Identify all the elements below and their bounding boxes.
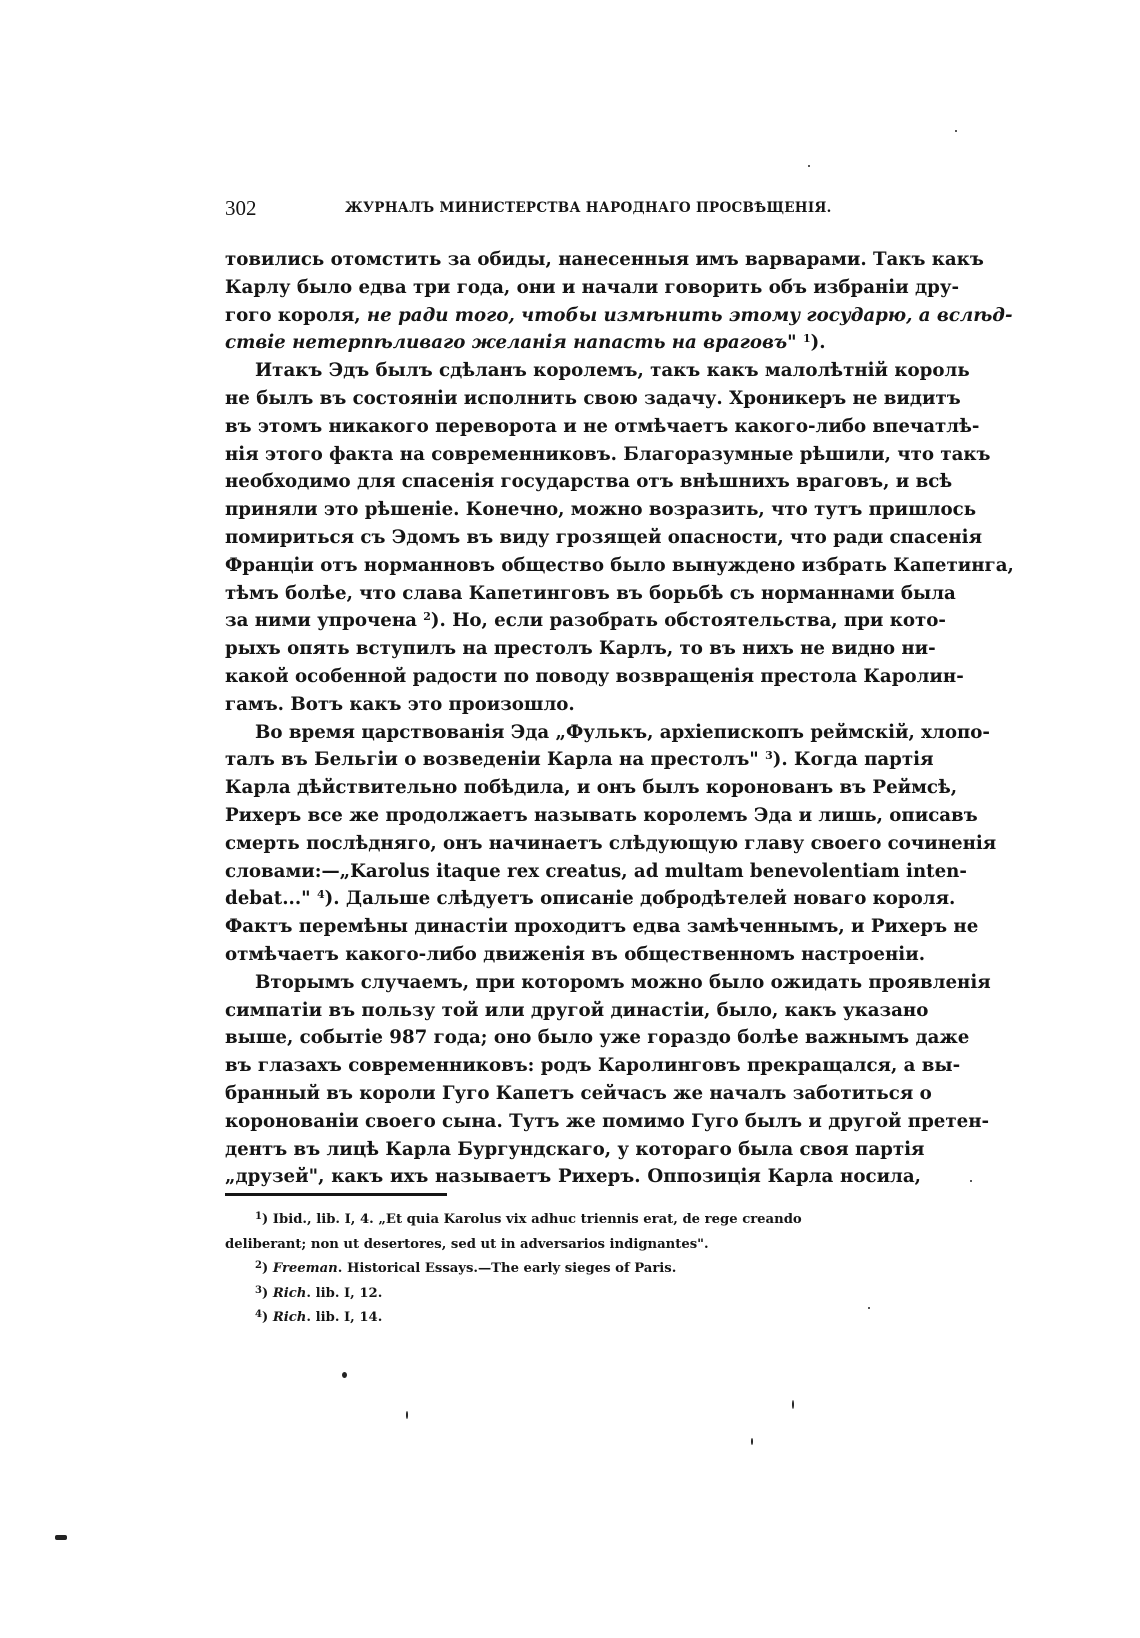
text-line: симпатіи въ пользу той или другой династіи, было, какъ указано <box>225 999 929 1021</box>
text-line: въ глазахъ современниковъ: родъ Каролинговъ прекращался, а вы- <box>225 1055 961 1077</box>
text-line: смерть послѣдняго, онъ начинаетъ слѣдующую главу своего сочиненія <box>225 832 997 854</box>
footnote-author: Freeman <box>272 1261 338 1276</box>
footnote-ref-4[interactable]: 4 <box>317 888 325 902</box>
footnote-1-continued: deliberant; non ut desertores, sed ut in adversarios indignantes". <box>225 1236 709 1252</box>
scan-speck <box>808 165 810 167</box>
text-line <box>225 885 956 913</box>
text-line: Во время царствованія Эда „Фулькъ, архіепископъ реймскій, хлопо- <box>255 721 990 743</box>
running-title: ЖУРНАЛЪ МИНИСТЕРСТВА НАРОДНАГО ПРОСВѢЩЕНІЯ. <box>345 200 832 216</box>
text-run: талъ въ Бельгіи о возведеніи Карла на престолъ" <box>225 749 766 771</box>
text-line: коронованіи своего сына. Тутъ же помимо Гуго былъ и другой претен- <box>225 1110 990 1132</box>
footnote-mark: 4 <box>255 1309 262 1320</box>
page-number: 302 <box>225 196 257 220</box>
text-line: помириться съ Эдомъ въ виду грозящей опасности, что ради спасенія <box>225 526 983 548</box>
text-line: Рихеръ все же продолжаетъ называть королемъ Эда и лишь, описавъ <box>225 804 978 826</box>
text-line: Карла дѣйствительно побѣдила, и онъ былъ коронованъ въ Реймсѣ, <box>225 777 958 799</box>
footnote-4: $^4$) Rich. lib. I, 14. <box>255 1309 383 1325</box>
footnote-text: ) Ibid., lib. I, 4. „Et quia Karolus vix adhuc triennis erat, de rege creando <box>261 1212 802 1227</box>
footnote-mark: 3 <box>255 1284 262 1296</box>
text-line <box>225 302 1013 330</box>
paragraph-2 <box>225 357 1014 718</box>
scan-speck <box>955 130 957 132</box>
scan-speck <box>970 1180 972 1182</box>
footnote-text: . Historical Essays.—The early sieges of Paris. <box>337 1261 677 1276</box>
text-line <box>225 607 946 635</box>
text-line: нія этого факта на современниковъ. Благоразумные рѣшили, что такъ <box>225 443 991 465</box>
footnote-author: Rich <box>272 1285 307 1301</box>
text-line: Итакъ Эдъ былъ сдѣланъ королемъ, такъ какъ малолѣтній король <box>255 360 970 382</box>
footnote-ref-1[interactable]: 1 <box>802 332 811 346</box>
text-line: гамъ. Вотъ какъ это произошло. <box>225 693 575 715</box>
paragraph-3 <box>225 719 997 969</box>
scan-speck <box>55 1535 67 1540</box>
footnote-text: . lib. I, 14. <box>306 1310 383 1325</box>
italic-quote: не ради того, чтобы измѣнить этому государю, а вслѣд- <box>366 304 1013 326</box>
text-run: за ними упрочена <box>225 610 424 632</box>
footnotes <box>225 1208 921 1331</box>
text-line: бранный въ короли Гуго Капетъ сейчасъ же началъ заботиться о <box>225 1082 932 1104</box>
text-line: рыхъ опять вступилъ на престолъ Карлъ, то въ нихъ не видно ни- <box>225 638 936 660</box>
footnote-author: Rich <box>272 1310 307 1325</box>
text-line: Вторымъ случаемъ, при которомъ можно было ожидать проявленія <box>255 971 991 993</box>
text-run: ). Но, если разобрать обстоятельства, при кото- <box>430 610 946 632</box>
text-run: ). Дальше слѣдуетъ описаніе добродѣтелей новаго короля. <box>324 888 956 910</box>
footnote-ref-3[interactable]: 3 <box>765 749 773 763</box>
text-line: дентъ въ лицѣ Карла Бургундскаго, у котораго была своя партія <box>225 1138 925 1160</box>
paragraph-4 <box>225 969 991 1191</box>
scan-speck <box>406 1411 408 1419</box>
text-line <box>225 746 934 774</box>
text-run: ). <box>810 332 826 354</box>
scan-speck <box>868 1307 870 1309</box>
text-line: тѣмъ болѣе, что слава Капетинговъ въ борьбѣ съ норманнами была <box>225 582 956 604</box>
scan-speck <box>792 1400 794 1409</box>
text-line: какой особенной радости по поводу возвращенія престола Каролин- <box>225 665 964 687</box>
text-line: выше, событіе 987 года; оно было уже гораздо болѣе важнымъ даже <box>225 1027 970 1049</box>
page-header <box>225 196 925 226</box>
footnote-mark: 1 <box>255 1211 262 1222</box>
footnote-3: $^3$) Rich. lib. I, 12. <box>255 1284 383 1301</box>
footnote-mark: 2 <box>255 1260 262 1271</box>
text-line: товились отомстить за обиды, нанесенныя имъ варварами. Такъ какъ <box>225 249 984 270</box>
italic-quote: ствіе нетерпѣливаго желанія напасть на враговъ" <box>225 332 797 354</box>
text-line: Карлу было едва три года, они и начали говорить объ избраніи дру- <box>225 276 960 298</box>
text-line: не былъ въ состояніи исполнить свою задачу. Хроникеръ не видитъ <box>225 387 961 409</box>
text-line: Фактъ перемѣны династіи проходитъ едва замѣченнымъ, и Рихеръ не <box>225 916 979 938</box>
text-run: ). Когда партія <box>772 749 934 771</box>
scan-speck <box>751 1438 753 1445</box>
scan-speck <box>342 1372 347 1378</box>
text-run: debat..." <box>225 888 317 910</box>
footnote-ref-2[interactable]: 2 <box>423 610 431 624</box>
text-line: словами:—„Karolus itaque rex creatus, ad multam benevolentiam inten- <box>225 860 967 882</box>
text-line: въ этомъ никакого переворота и не отмѣчаетъ какого-либо впечатлѣ- <box>225 415 980 437</box>
text-line: Франціи отъ норманновъ общество было вынуждено избрать Капетинга, <box>225 554 1014 576</box>
text-line: „друзей", какъ ихъ называетъ Рихеръ. Оппозиція Карла носила, <box>225 1166 921 1188</box>
text-line <box>225 329 921 357</box>
footnote-2: $^2$) Freeman. Historical Essays.—The early sieges of Paris. <box>255 1260 677 1276</box>
text-line: отмѣчаетъ какого-либо движенія въ общественномъ настроеніи. <box>225 943 926 965</box>
footnote-1 <box>225 1208 921 1233</box>
text-line: необходимо для спасенія государства отъ внѣшнихъ враговъ, и всѣ <box>225 471 953 493</box>
paragraph-1 <box>225 246 1013 357</box>
text-line: приняли это рѣшеніе. Конечно, можно возразить, что тутъ пришлось <box>225 499 977 521</box>
footnote-text: . lib. I, 12. <box>306 1285 383 1301</box>
text-run: гого короля, <box>225 304 367 326</box>
footnote-divider <box>225 1193 447 1196</box>
main-text <box>225 246 1014 1191</box>
